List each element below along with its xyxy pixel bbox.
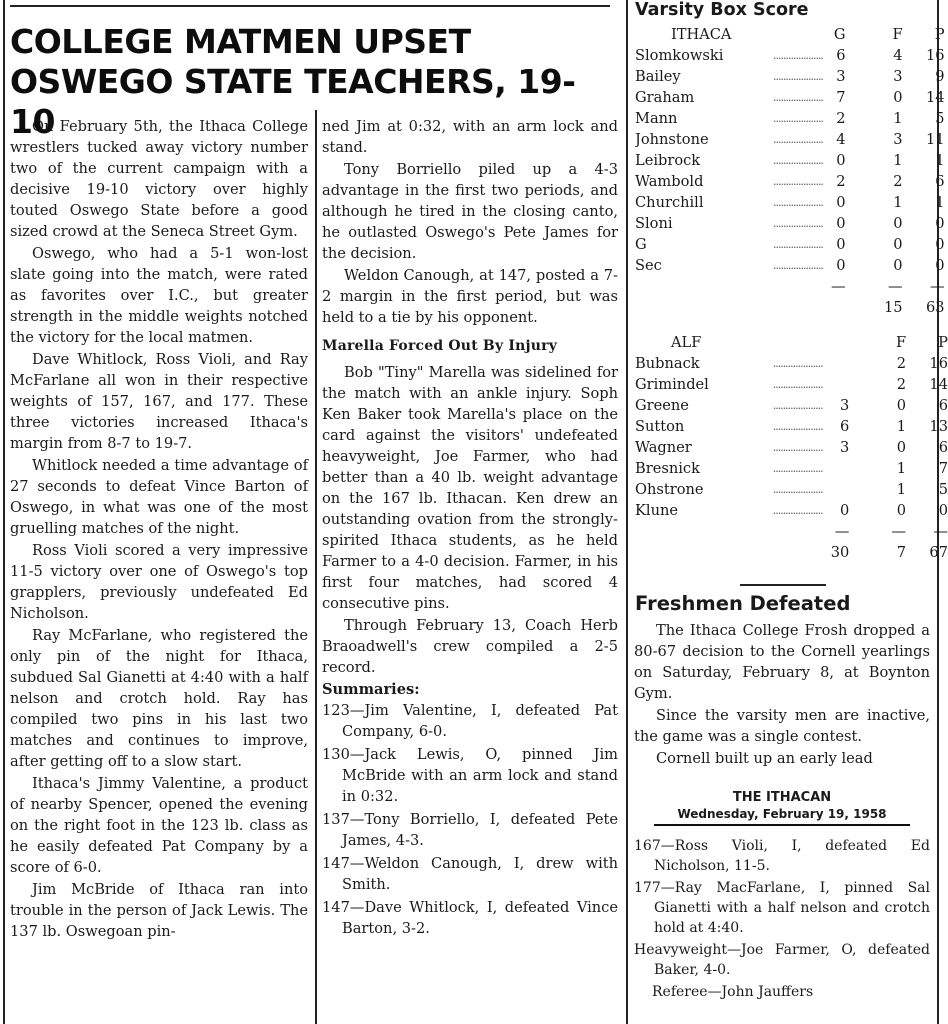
article-column-2	[322, 116, 618, 941]
stamp-date: Wednesday, February 19, 1958	[677, 807, 887, 821]
paragraph: The Ithaca College Frosh dropped a 80-67 decision to the Cornell yearlings on Saturday, February 8, at Boynton Gym.	[634, 622, 930, 702]
player-points: 11	[926, 131, 945, 148]
total-f: 7	[896, 544, 907, 561]
player-goals: 3	[839, 439, 850, 456]
leader-dots: ....................	[773, 196, 823, 209]
player-fouls: 0	[896, 439, 907, 456]
date-stamp	[634, 790, 930, 830]
player-name: Bailey	[635, 68, 681, 85]
summary-item: 123—Jim Valentine, I, defeated Pat Company, 6-0.	[322, 702, 618, 740]
paragraph: Since the varsity men are inactive, the game was a single contest.	[634, 707, 930, 745]
paragraph: Through February 13, Coach Herb Braoadwell's crew compiled a 2-5 record.	[322, 617, 618, 676]
player-points: 6	[935, 173, 945, 190]
paragraph: Ross Violi scored a very impressive 11-5 victory over one of Oswego's top grapplers, previously undefeated Ed Nicholson.	[10, 542, 308, 622]
player-fouls: 2	[896, 376, 907, 393]
player-goals	[831, 353, 850, 374]
player-name: Klune	[635, 502, 679, 519]
player-points: 0	[935, 215, 945, 232]
player-name: Ohstrone	[635, 481, 704, 498]
summaries-heading: Summaries:	[322, 681, 420, 698]
paragraph: Ray McFarlane, who registered the only pin of the night for Ithaca, subdued Sal Gianetti at 4:40 with a half nelson and crotch hold. Ray has compiled two pins in his last two matches and continues to improve, after getting off to a slow start.	[10, 627, 308, 770]
player-row	[635, 353, 948, 374]
player-fouls: 4	[893, 47, 903, 64]
player-points: 7	[938, 460, 948, 477]
player-row	[635, 192, 945, 213]
leader-dots: ....................	[773, 49, 823, 62]
header-f: F	[892, 26, 903, 43]
player-goals: 2	[836, 110, 846, 127]
player-row	[635, 374, 948, 395]
paragraph-continuation: ned Jim at 0:32, with an arm lock and stand.	[322, 118, 618, 156]
player-fouls: 3	[893, 68, 903, 85]
player-goals: 7	[836, 89, 846, 106]
header-g: G	[833, 26, 846, 43]
player-points: 16	[926, 47, 945, 64]
summary-item: 147—Dave Whitlock, I, defeated Vince Barton, 3-2.	[322, 899, 618, 937]
player-fouls: 0	[893, 257, 903, 274]
player-row	[635, 108, 945, 129]
summary-item: 167—Ross Violi, I, defeated Ed Nicholson, 11-5.	[634, 838, 930, 874]
leader-dots: ....................	[773, 175, 823, 188]
freshmen-headline: Freshmen Defeated	[635, 592, 851, 615]
paragraph: On February 5th, the Ithaca College wrestlers tucked away victory number two of the current campaign with a decisive 19-10 victory over highly touted Oswego State before a good sized crowd at the Seneca Street Gym.	[10, 118, 308, 240]
player-row	[635, 479, 948, 500]
total-f: 15	[884, 299, 903, 316]
player-name: Grimindel	[635, 376, 709, 393]
summary-item: 130—Jack Lewis, O, pinned Jim McBride with an arm lock and stand in 0:32.	[322, 746, 618, 805]
player-fouls: 0	[893, 215, 903, 232]
player-fouls: 1	[893, 110, 903, 127]
leader-dots: ....................	[773, 70, 823, 83]
player-goals: 0	[836, 215, 846, 232]
player-goals: 0	[836, 194, 846, 211]
player-row	[635, 500, 948, 521]
player-goals: 3	[836, 68, 846, 85]
player-row	[635, 150, 945, 171]
player-goals	[831, 458, 850, 479]
totals-rule-row: — — —	[834, 523, 948, 540]
leader-dots: ....................	[772, 483, 823, 496]
player-name: Churchill	[635, 194, 704, 211]
player-name: Slomkowski	[635, 47, 724, 64]
player-row	[635, 437, 948, 458]
player-points: 14	[926, 89, 945, 106]
summary-item: Heavyweight—Joe Farmer, O, defeated Baker, 4-0.	[634, 942, 930, 978]
player-fouls: 0	[893, 89, 903, 106]
player-name: Leibrock	[635, 152, 701, 169]
totals-rule-row: — — —	[831, 278, 945, 295]
player-goals: 4	[836, 131, 846, 148]
box-score-away-table	[635, 332, 948, 563]
player-row	[635, 87, 945, 108]
header-p: P	[934, 26, 945, 43]
player-row	[635, 213, 945, 234]
player-name: Mann	[635, 110, 678, 127]
player-name: Wagner	[635, 439, 692, 456]
player-name: Wambold	[635, 173, 704, 190]
player-fouls: 1	[896, 460, 907, 477]
paragraph: Cornell built up an early lead	[656, 750, 873, 767]
leader-dots: ....................	[772, 399, 823, 412]
freshmen-column	[634, 620, 930, 770]
paragraph: Jim McBride of Ithaca ran into trouble in the person of Jack Lewis. The 137 lb. Oswegoan pin-	[10, 881, 308, 940]
leader-dots: ....................	[773, 154, 823, 167]
player-name: Sloni	[635, 215, 673, 232]
table-header-row	[635, 24, 945, 45]
header-g	[831, 332, 850, 353]
player-row	[635, 458, 948, 479]
column-rule-2	[626, 0, 628, 1024]
player-points: 16	[929, 355, 948, 372]
player-name: Sec	[635, 257, 662, 274]
player-row	[635, 416, 948, 437]
player-points: 13	[929, 418, 948, 435]
player-points: 1	[935, 152, 945, 169]
player-fouls: 1	[896, 481, 907, 498]
stamp-publication: THE ITHACAN	[732, 790, 832, 805]
leader-dots: ....................	[772, 378, 823, 391]
player-points: 6	[938, 439, 948, 456]
player-row	[635, 171, 945, 192]
leader-dots: ....................	[773, 91, 823, 104]
player-fouls: 1	[893, 152, 903, 169]
player-row	[635, 255, 945, 276]
player-name: Sutton	[635, 418, 685, 435]
player-goals: 0	[836, 152, 846, 169]
summary-item: 137—Tony Borriello, I, defeated Pete James, 4-3.	[322, 811, 618, 849]
player-fouls: 1	[893, 194, 903, 211]
player-name: Bubnack	[635, 355, 700, 372]
total-p: 67	[929, 544, 948, 561]
top-rule	[10, 5, 610, 7]
leader-dots: ....................	[772, 462, 823, 475]
player-goals: 0	[839, 502, 850, 519]
column-rule-left	[3, 0, 5, 1024]
player-row	[635, 129, 945, 150]
leader-dots: ....................	[772, 420, 823, 433]
section-separator	[740, 584, 826, 586]
paragraph: Ithaca's Jimmy Valentine, a product of nearby Spencer, opened the evening on the right foot in the 123 lb. class as he easily defeated Pat Company by a score of 6-0.	[10, 775, 308, 876]
player-fouls: 3	[893, 131, 903, 148]
leader-dots: ....................	[773, 238, 823, 251]
totals-row	[635, 297, 945, 318]
leader-dots: ....................	[773, 217, 823, 230]
player-points: 5	[938, 481, 948, 498]
header-p: P	[938, 334, 948, 351]
box-score-home-table	[635, 24, 945, 318]
player-goals: 3	[839, 397, 850, 414]
box-score-title: Varsity Box Score	[635, 0, 809, 20]
leader-dots: ....................	[772, 441, 823, 454]
header-f: F	[895, 334, 907, 351]
player-fouls: 2	[893, 173, 903, 190]
player-row	[635, 234, 945, 255]
player-fouls: 2	[896, 355, 907, 372]
player-goals: 2	[836, 173, 846, 190]
paragraph: Dave Whitlock, Ross Violi, and Ray McFarlane all won in their respective weights of 157, 167, and 177. These three victories increased Ithaca's margin from 8-7 to 19-7.	[10, 351, 308, 452]
team-name: ALF	[671, 334, 702, 351]
player-goals: 6	[839, 418, 850, 435]
stamp-underline	[654, 824, 910, 826]
table-header-row	[635, 332, 948, 353]
player-goals	[831, 479, 850, 500]
leader-dots: ....................	[773, 259, 823, 272]
player-name: Greene	[635, 397, 689, 414]
headline-line-2: OSWEGO STATE TEACHERS, 19-10	[10, 62, 576, 141]
player-fouls: 0	[893, 236, 903, 253]
paragraph: Oswego, who had a 5-1 won-lost slate going into the match, were rated as favorites over I.C., but greater strength in the middle weights notched the victory for the local matmen.	[10, 245, 308, 346]
player-goals: 0	[836, 257, 846, 274]
player-row	[635, 45, 945, 66]
player-name: Graham	[635, 89, 695, 106]
player-fouls: 1	[896, 418, 907, 435]
player-name: Bresnick	[635, 460, 700, 477]
summary-item: 177—Ray MacFarlane, I, pinned Sal Gianetti with a half nelson and crotch hold at 4:40.	[634, 880, 930, 936]
paragraph: Tony Borriello piled up a 4-3 advantage in the first two periods, and although he tired in the closing canto, he outlasted Oswego's Pete James for the decision.	[322, 161, 618, 262]
total-g: 30	[830, 544, 850, 561]
paragraph: Whitlock needed a time advantage of 27 seconds to defeat Vince Barton of Oswego, in what was one of the most gruelling matches of the night.	[10, 457, 308, 537]
player-points: 5	[935, 110, 945, 127]
player-points: 0	[935, 236, 945, 253]
player-goals	[831, 374, 850, 395]
summaries-continued	[634, 836, 930, 1002]
total-g	[831, 297, 846, 318]
player-name: G	[635, 236, 647, 253]
paragraph: Weldon Canough, at 147, posted a 7-2 margin in the first period, but was held to a tie by his opponent.	[322, 267, 618, 326]
article-column-1	[10, 116, 308, 943]
leader-dots: ....................	[773, 133, 823, 146]
player-fouls: 0	[896, 397, 907, 414]
player-points: 1	[935, 194, 945, 211]
player-fouls: 0	[896, 502, 907, 519]
player-goals: 0	[836, 236, 846, 253]
player-points: 6	[938, 397, 948, 414]
headline-line-1: COLLEGE MATMEN UPSET	[10, 22, 471, 61]
column-rule-1	[315, 110, 317, 1024]
summary-item: 147—Weldon Canough, I, drew with Smith.	[322, 855, 618, 893]
player-points: 0	[935, 257, 945, 274]
player-points: 14	[929, 376, 948, 393]
player-row	[635, 66, 945, 87]
leader-dots: ....................	[772, 504, 823, 517]
total-p: 63	[926, 299, 945, 316]
referee-line: Referee—John Jauffers	[652, 984, 814, 1000]
leader-dots: ....................	[773, 112, 823, 125]
paragraph: Bob "Tiny" Marella was sidelined for the match with an ankle injury. Soph Ken Baker took Marella's place on the card against the visitors' undefeated heavyweight, Joe Farmer, who had better than a 40 lb. weight advantage on the 167 lb. Ithacan. Ken drew an outstanding ovation from the strongly-spirited Ithaca students, as he held Farmer to a 4-0 decision. Farmer, in his first four matches, had scored 4 consecutive pins.	[322, 364, 618, 612]
subheading: Marella Forced Out By Injury	[322, 338, 558, 354]
totals-row	[635, 542, 948, 563]
player-points: 0	[938, 502, 948, 519]
player-points: 9	[935, 68, 945, 85]
player-row	[635, 395, 948, 416]
team-name: ITHACA	[671, 26, 732, 43]
leader-dots: ....................	[772, 357, 823, 370]
player-name: Johnstone	[635, 131, 709, 148]
player-goals: 6	[836, 47, 846, 64]
